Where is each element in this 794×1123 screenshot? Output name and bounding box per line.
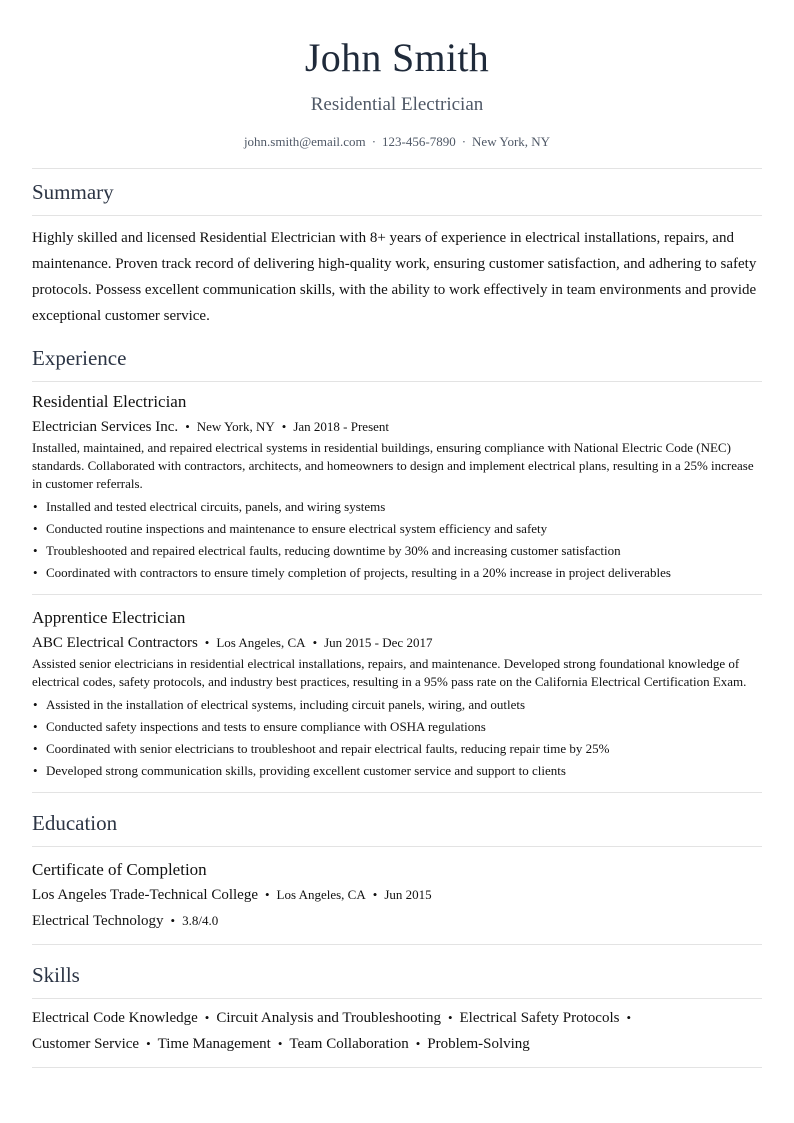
job-bullet: • Assisted in the installation of electrical systems, including circuit panels, wiring, and outlets [32,694,762,716]
skill-item: Electrical Code Knowledge [32,1010,198,1026]
education-date: Jun 2015 [384,887,432,902]
job-company: ABC Electrical Contractors [32,635,198,651]
job-dates: Jun 2015 - Dec 2017 [324,635,433,650]
job-description: Installed, maintained, and repaired electrical systems in residential buildings, ensuring compliance with National Electric Code (NEC) standards. Collaborated with contractors, architects, and homeowners to design and implement electrical plans, resulting in a 25% increase in customer referrals. [32,440,754,491]
job-entry [32,382,762,584]
job-title: Residential Electrician [32,392,187,411]
meta-separator: • [281,419,287,434]
experience-section [32,345,762,793]
job-bullet: • Developed strong communication skills, providing excellent customer service and support to clients [32,760,762,782]
summary-text: Highly skilled and licensed Residential Electrician with 8+ years of experience in electrical installations, repairs, and maintenance. Proven track record of delivering high-quality work, ensuring customer satisfaction, and adhering to safety protocols. Possess excellent communication skills, with the ability to work effectively in team environments and provide exceptional customer service. [32,230,757,324]
education-field-row [32,908,762,934]
skill-item: Problem-Solving [427,1036,530,1052]
job-bullets [32,694,762,782]
skill-item: Time Management [157,1036,271,1052]
divider [32,792,762,793]
job-bullet: • Troubleshooted and repaired electrical faults, reducing downtime by 30% and increasing customer satisfaction [32,540,762,562]
job-location: Los Angeles, CA [216,635,306,650]
education-entry [32,847,762,934]
job-company: Electrician Services Inc. [32,419,179,435]
skill-separator: • [447,1010,453,1025]
education-heading: Education [32,811,118,835]
job-bullet: • Installed and tested electrical circuits, panels, and wiring systems [32,496,762,518]
summary-section [32,179,762,329]
skill-item: Team Collaboration [289,1036,409,1052]
contact-location: New York, NY [472,134,551,149]
job-dates: Jan 2018 - Present [293,419,390,434]
education-section [32,810,762,945]
job-title: Apprentice Electrician [32,608,186,627]
job-meta [32,633,762,653]
job-description: Assisted senior electricians in residential electrical installations, repairs, and maintenance. Developed strong foundational knowledge of electrical codes, safety protocols, and industry best practices, resulting in a 95% pass rate on the California Electrical Certification Exam. [32,656,747,689]
skill-separator: • [415,1036,421,1051]
candidate-name: John Smith [304,35,490,80]
divider [32,944,762,945]
skill-separator: • [146,1036,151,1051]
job-bullets [32,496,762,584]
education-location: Los Angeles, CA [276,887,366,902]
resume-page [32,0,762,1068]
meta-separator: • [372,887,378,902]
education-institution: Los Angeles Trade-Technical College [32,887,258,903]
education-degree: Certificate of Completion [32,860,207,879]
job-entry [32,595,762,782]
skill-item: Circuit Analysis and Troubleshooting [216,1010,441,1026]
skills-section [32,962,762,1068]
meta-separator: • [312,635,318,650]
skill-separator: • [277,1036,283,1051]
job-bullet: • Coordinated with contractors to ensure timely completion of projects, resulting in a 20% increase in project deliverables [32,562,762,584]
skill-item: Electrical Safety Protocols [459,1010,620,1026]
meta-separator: • [264,887,270,902]
skill-item: Customer Service [32,1036,140,1052]
experience-heading: Experience [32,346,127,370]
meta-separator: • [185,419,190,434]
education-meta [32,882,762,908]
divider [32,168,762,169]
job-bullet: • Conducted safety inspections and tests to ensure compliance with OSHA regulations [32,716,762,738]
education-field: Electrical Technology [32,913,164,929]
divider [32,1067,762,1068]
skills-list [32,999,762,1057]
contact-email[interactable]: john.smith@email.com [243,134,366,149]
contact-phone[interactable]: 123-456-7890 [382,134,456,149]
contact-separator: · [371,134,377,149]
skills-heading: Skills [32,963,80,987]
candidate-title: Residential Electrician [310,94,484,115]
contact-separator: · [461,134,467,149]
job-bullet: • Coordinated with senior electricians to troubleshoot and repair electrical faults, reducing repair time by 25% [32,738,762,760]
skill-separator: • [626,1010,632,1025]
meta-separator: • [170,913,176,928]
job-location: New York, NY [196,419,275,434]
job-bullet: • Conducted routine inspections and maintenance to ensure electrical system efficiency and safety [32,518,762,540]
education-gpa: 3.8/4.0 [182,913,219,928]
skill-separator: • [204,1010,210,1025]
summary-heading: Summary [32,180,114,204]
job-meta [32,417,762,437]
resume-header [32,35,762,151]
contact-line [32,133,762,151]
meta-separator: • [204,635,210,650]
